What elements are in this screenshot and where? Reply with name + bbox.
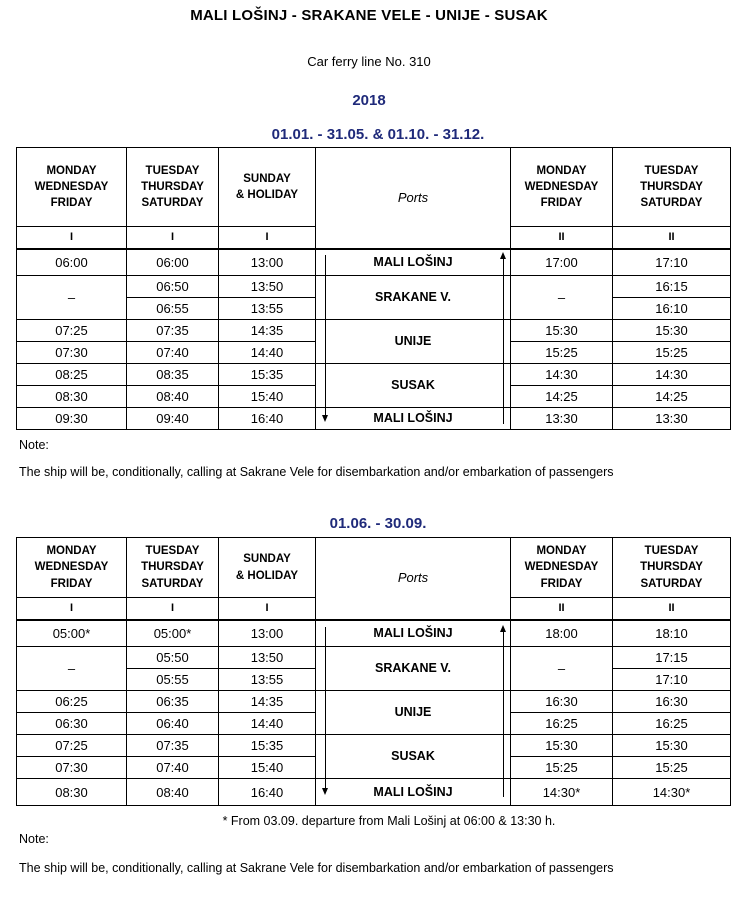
time-cell: 06:30 [17,713,127,735]
time-cell: 06:40 [127,713,219,735]
time-cell: 14:25 [511,386,613,408]
time-cell: 07:25 [17,320,127,342]
time-cell: 14:30 [613,364,731,386]
time-cell: 13:00 [219,249,316,276]
table-row [17,779,731,806]
time-cell: 06:50 [127,276,219,298]
time-cell: 07:35 [127,735,219,757]
col-header-sunday: SUNDAY & HOLIDAY [219,538,316,598]
time-cell: 07:40 [127,342,219,364]
port-unije: UNIJE [316,691,511,735]
timetable-summer [16,537,731,806]
col-header-tts-return: TUESDAY THURSDAY SATURDAY [613,538,731,598]
port-srakane-vele: SRAKANE V. [316,276,511,320]
time-cell: 09:40 [127,408,219,430]
direction-out: I [219,227,316,249]
time-cell: 07:30 [17,342,127,364]
direction-out: I [127,598,219,620]
time-cell: 14:40 [219,713,316,735]
time-cell: 15:30 [613,735,731,757]
note-text: The ship will be, conditionally, calling at Sakrane Vele for disembarkation and/or embarkation of passengers [19,861,614,875]
header-row [17,538,731,598]
col-header-mwf-return: MONDAY WEDNESDAY FRIDAY [511,538,613,598]
time-cell: 17:00 [511,249,613,276]
period-heading-winter: 01.01. - 31.05. & 01.10. - 31.12. [271,126,485,143]
table-row [17,249,731,276]
time-cell: 08:30 [17,386,127,408]
col-header-mwf: MONDAY WEDNESDAY FRIDAY [17,148,127,227]
year-heading: 2018 [352,92,386,109]
time-cell: 16:40 [219,779,316,806]
port-srakane-vele: SRAKANE V. [316,647,511,691]
direction-out: I [219,598,316,620]
time-cell: 14:35 [219,691,316,713]
time-cell: 17:10 [613,669,731,691]
time-cell: 08:25 [17,364,127,386]
time-cell: 06:00 [127,249,219,276]
time-cell: 16:15 [613,276,731,298]
col-header-tts-return: TUESDAY THURSDAY SATURDAY [613,148,731,227]
time-cell: 14:30* [511,779,613,806]
time-cell: 06:55 [127,298,219,320]
time-cell: 15:35 [219,364,316,386]
time-cell: 07:30 [17,757,127,779]
time-cell: 06:25 [17,691,127,713]
time-cell: 14:30* [613,779,731,806]
time-cell: 16:25 [613,713,731,735]
col-header-tts: TUESDAY THURSDAY SATURDAY [127,148,219,227]
col-header-tts: TUESDAY THURSDAY SATURDAY [127,538,219,598]
direction-return: II [613,598,731,620]
table-row [17,364,731,386]
time-cell: 08:30 [17,779,127,806]
time-cell: 06:00 [17,249,127,276]
time-cell: 05:55 [127,669,219,691]
time-cell: – [511,276,613,320]
col-header-ports: Ports [316,538,511,620]
port-mali-losinj: MALI LOŠINJ [316,249,511,276]
port-mali-losinj-end: MALI LOŠINJ [316,779,511,806]
time-cell: – [17,276,127,320]
time-cell: 18:10 [613,620,731,647]
table-row [17,408,731,430]
time-cell: 13:55 [219,298,316,320]
time-cell: – [511,647,613,691]
time-cell: 17:10 [613,249,731,276]
col-header-sunday: SUNDAY & HOLIDAY [219,148,316,227]
time-cell: 08:40 [127,779,219,806]
time-cell: 16:25 [511,713,613,735]
page-title: MALI LOŠINJ - SRAKANE VELE - UNIJE - SUSAK [190,7,548,24]
time-cell: 16:10 [613,298,731,320]
direction-out: I [17,598,127,620]
time-cell: 15:35 [219,735,316,757]
time-cell: 13:30 [613,408,731,430]
time-cell: 06:35 [127,691,219,713]
time-cell: 14:40 [219,342,316,364]
table-row [17,276,731,298]
time-cell: 17:15 [613,647,731,669]
col-header-mwf-return: MONDAY WEDNESDAY FRIDAY [511,148,613,227]
time-cell: 15:30 [613,320,731,342]
time-cell: 15:40 [219,757,316,779]
time-cell: 07:40 [127,757,219,779]
time-cell: – [17,647,127,691]
time-cell: 07:35 [127,320,219,342]
table-row [17,620,731,647]
time-cell: 16:30 [613,691,731,713]
time-cell: 15:40 [219,386,316,408]
time-cell: 08:35 [127,364,219,386]
note-label: Note: [19,832,49,846]
header-row [17,148,731,227]
time-cell: 15:25 [613,757,731,779]
col-header-ports: Ports [316,148,511,249]
period-heading-summer: 01.06. - 30.09. [329,515,427,532]
direction-return: II [511,598,613,620]
time-cell: 14:35 [219,320,316,342]
time-cell: 15:25 [613,342,731,364]
time-cell: 08:40 [127,386,219,408]
time-cell: 13:00 [219,620,316,647]
time-cell: 18:00 [511,620,613,647]
direction-return: II [613,227,731,249]
table-row [17,647,731,669]
table-row [17,320,731,342]
time-cell: 14:25 [613,386,731,408]
time-cell: 13:50 [219,647,316,669]
time-cell: 15:30 [511,735,613,757]
port-susak: SUSAK [316,735,511,779]
port-mali-losinj-end: MALI LOŠINJ [316,408,511,430]
time-cell: 13:55 [219,669,316,691]
direction-out: I [17,227,127,249]
time-cell: 05:00* [127,620,219,647]
time-cell: 15:30 [511,320,613,342]
time-cell: 07:25 [17,735,127,757]
table-row [17,691,731,713]
time-cell: 14:30 [511,364,613,386]
time-cell: 13:50 [219,276,316,298]
time-cell: 05:00* [17,620,127,647]
timetable-winter [16,147,731,430]
note-text: The ship will be, conditionally, calling at Sakrane Vele for disembarkation and/or embarkation of passengers [19,465,614,479]
direction-out: I [127,227,219,249]
table-row [17,735,731,757]
time-cell: 16:40 [219,408,316,430]
time-cell: 05:50 [127,647,219,669]
footnote: * From 03.09. departure from Mali Lošinj at 06:00 & 13:30 h. [222,814,556,828]
port-unije: UNIJE [316,320,511,364]
time-cell: 15:25 [511,757,613,779]
line-subtitle: Car ferry line No. 310 [307,54,431,69]
time-cell: 16:30 [511,691,613,713]
time-cell: 09:30 [17,408,127,430]
time-cell: 15:25 [511,342,613,364]
note-label: Note: [19,438,49,452]
time-cell: 13:30 [511,408,613,430]
col-header-mwf: MONDAY WEDNESDAY FRIDAY [17,538,127,598]
direction-return: II [511,227,613,249]
port-mali-losinj: MALI LOŠINJ [316,620,511,647]
port-susak: SUSAK [316,364,511,408]
